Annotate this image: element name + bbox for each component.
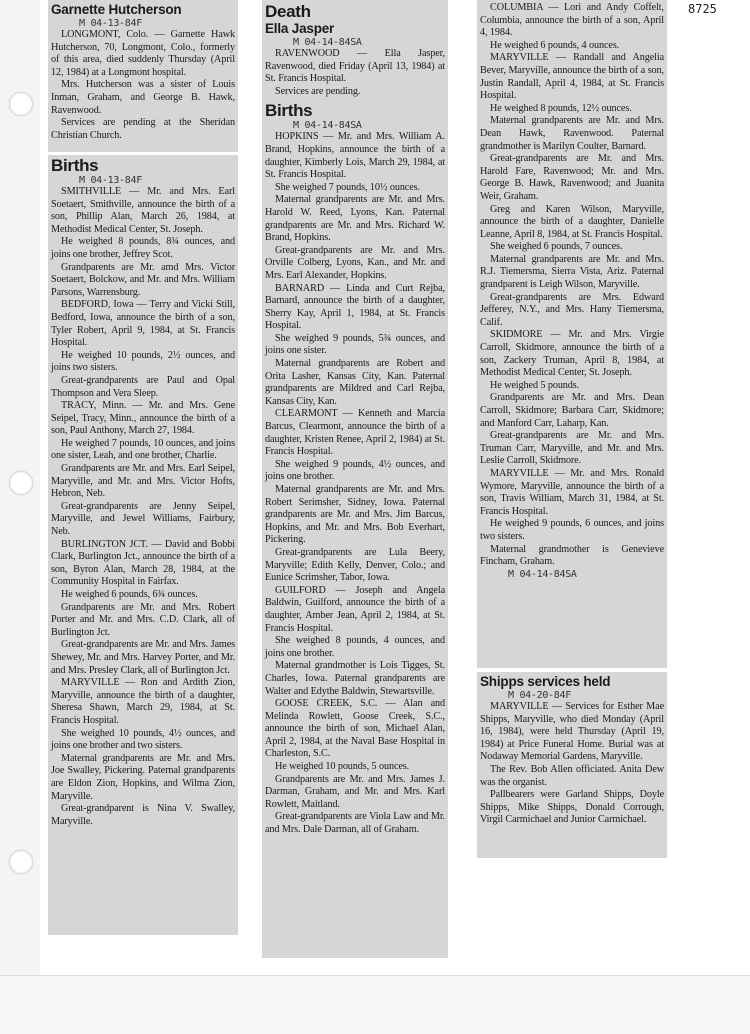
birth-announcement-paragraph: Great-grandparents are Paul and Opal Thompson and Vera Sleep.	[51, 374, 235, 399]
birth-announcement-paragraph: He weighed 10 pounds, 2½ ounces, and joins two sisters.	[51, 349, 235, 374]
birth-announcement-paragraph: TRACY, Minn. — Mr. and Mrs. Gene Seipel, Tracy, Minn., announce the birth of a son, Paul Anthony, March 27, 1984.	[51, 400, 235, 437]
birth-announcement-paragraph: He weighed 9 pounds, 6 ounces, and joins two sisters.	[480, 518, 664, 542]
services-paragraph: Pallbearers were Garland Shipps, Doyle Shipps, Mike Shipps, Donald Corrough, Virgil Carmichael and Junior Carmichael.	[480, 789, 664, 826]
handwritten-date-note: M 04-14-84SA	[293, 120, 362, 132]
obituary-paragraph: RAVENWOOD — Ella Jasper, Ravenwood, died Friday (April 13, 1984) at St. Francis Hospital.	[265, 48, 445, 85]
services-title: Shipps services held	[480, 674, 611, 689]
birth-announcement-paragraph: GUILFORD — Joseph and Angela Baldwin, Guilford, announce the birth of a daughter, Amber Jean, April 2, 1984, at St. Francis Hospital.	[265, 584, 445, 634]
obituary-title: Ella Jasper	[265, 21, 335, 36]
birth-announcement-paragraph: Great-grandparents are Mr. and Mrs. Truman Carr, Maryville, and Mr. and Mrs. Leslie Carroll, Skidmore.	[480, 430, 664, 467]
birth-announcement-paragraph: Great-grandparents are Lula Beery, Maryville; Edith Kelly, Denver, Colo.; and Eunice Scrimsher, Tabor, Iowa.	[265, 546, 445, 584]
birth-announcement-paragraph: Maternal grandparents are Mr. and Mrs. R.J. Tiemersma, Sierra Vista, Ariz. Paternal grandparent is Leigh Wilson, Maryville.	[480, 253, 664, 291]
birth-announcement-paragraph: Maternal grandparents are Mr. and Mrs. Joe Swalley, Pickering. Paternal grandparents are Eldon Zion, Hopkins, and Wilma Zion, Maryville.	[51, 752, 235, 802]
birth-announcement-paragraph: Maternal grandmother is Lois Tigges, St. Charles, Iowa. Paternal grandparents are Walter and Edythe Baldwin, Stewartsville.	[265, 660, 445, 697]
birth-announcement-paragraph: He weighed 6 pounds, 6¾ ounces.	[61, 589, 198, 600]
birth-announcement-paragraph: MARYVILLE — Ron and Ardith Zion, Maryville, announce the birth of a daughter, Sheresa Shawn, March 29, 1984, at St. Francis Hospital.	[51, 677, 235, 726]
birth-announcement-paragraph: CLEARMONT — Kenneth and Marcia Barcus, Clearmont, announce the birth of a daughter, Kristen Renee, April 2, 1984) at St. Francis Hospital.	[265, 408, 445, 458]
scan-bottom-margin	[0, 975, 750, 1034]
birth-announcement-paragraph: Great-grandparents are Mr. and Mrs. Orville Colberg, Lyons, Kan., and Mr. and Mrs. Earl Alexander, Hopkins.	[265, 244, 445, 281]
birth-announcement-paragraph: He weighed 8 pounds, 12½ ounces.	[490, 102, 632, 114]
birth-announcement-paragraph: She weighed 10 pounds, 4½ ounces, and joins one brother and two sisters.	[51, 727, 235, 752]
birth-announcement-paragraph: Maternal grandmother is Genevieve Fincham, Graham.	[480, 543, 664, 568]
birth-announcement-paragraph: Maternal grandparents are Mr. and Mrs. Dean Hawk, Ravenwood. Paternal grandmother is Marilyn Coulter, Barnard.	[480, 115, 664, 152]
services-paragraph: The Rev. Bob Allen officiated. Anita Dew was the organist.	[480, 763, 664, 788]
birth-announcement-paragraph: BURLINGTON JCT. — David and Bobbi Clark, Burlington Jct., announce the birth of a son, Byron Alan, March 28, 1984, at the Community Hospital in Fairfax.	[51, 538, 235, 588]
birth-announcement-paragraph: BEDFORD, Iowa — Terry and Vicki Still, Bedford, Iowa, announce the birth of a son, Tyler Robert, April 9, 1984, at St. Francis Hospital.	[51, 299, 235, 349]
birth-announcement-paragraph: She weighed 8 pounds, 4 ounces, and joins one brother.	[265, 635, 445, 659]
birth-announcement-paragraph: She weighed 9 pounds, 5¾ ounces, and joins one sister.	[265, 332, 445, 357]
births-clipping-col1	[48, 155, 238, 935]
page-number: 8725	[688, 2, 717, 16]
birth-announcement-paragraph: Maternal grandparents are Mr. and Mrs. Harold W. Reed, Lyons, Kan. Paternal grandparents are Mr. and Mrs. Richard W. Brand, Hopkins.	[265, 194, 445, 244]
birth-announcement-paragraph: He weighed 7 pounds, 10 ounces, and joins one sister, Leah, and one brother, Charlie.	[51, 437, 235, 462]
handwritten-date-note: M 04-13-84F	[79, 175, 142, 186]
birth-announcement-paragraph: Grandparents are Mr. amd Mrs. Victor Soetaert, Bolckow, and Mr. and Mrs. William Parsons, Warrensburg.	[51, 261, 235, 298]
birth-announcement-paragraph: Maternal grandparents are Robert and Orita Lasher, Kansas City, Kan. Paternal grandparents are Mildred and Carl Rejba, Kansas City, Kan.	[265, 358, 445, 407]
birth-announcement-paragraph: Grandparents are Mr. and Mrs. James J. Darman, Graham, and Mr. and Mrs. Karl Rowlett, Maitland.	[265, 773, 445, 810]
handwritten-date-note: M 04-14-84SA	[508, 568, 577, 580]
birth-announcement-paragraph: She weighed 6 pounds, 7 ounces.	[490, 241, 623, 253]
binder-hole-icon	[9, 850, 33, 874]
death-heading: Death	[265, 2, 311, 21]
binder-hole-icon	[9, 471, 33, 495]
obituary-paragraph: Services are pending.	[275, 85, 361, 97]
births-clipping-col3	[477, 0, 667, 668]
birth-announcement-paragraph: SMITHVILLE — Mr. and Mrs. Earl Soetaert, Smithville, announce the birth of a son, Phillip Alan, March 26, 1984, at Methodist Medical Center, St. Joseph.	[51, 186, 235, 235]
birth-announcement-paragraph: She weighed 7 pounds, 10½ ounces.	[275, 181, 420, 193]
birth-announcement-paragraph: Grandparents are Mr. and Mrs. Robert Porter and Mr. and Mrs. C.D. Clark, all of Burlington Jct.	[51, 601, 235, 638]
birth-announcement-paragraph: Great-grandparents are Mrs. Edward Jefferey, N.Y., and Mrs. Hany Tiemersma, Calif.	[480, 291, 664, 328]
obituary-title: Garnette Hutcherson	[51, 2, 182, 17]
births-heading: Births	[265, 101, 313, 121]
birth-announcement-paragraph: He weighed 5 pounds.	[490, 379, 580, 391]
birth-announcement-paragraph: Great-grandparents are Jenny Seipel, Maryville, and Jewel Williams, Fairbury, Neb.	[51, 500, 235, 538]
birth-announcement-paragraph: She weighed 9 pounds, 4½ ounces, and joins one brother.	[265, 458, 445, 483]
services-paragraph: MARYVILLE — Services for Esther Mae Shipps, Maryville, who died Monday (April 16, 1984), were held Thursday (April 19, 1984) at Price Funeral Home. Burial was at Nodaway Memorial Gardens, Maryville.	[480, 701, 664, 763]
birth-announcement-paragraph: SKIDMORE — Mr. and Mrs. Virgie Carroll, Skidmore, announce the birth of a son, Zackery Truman, April 8, 1984, at Methodist Medical Center, St. Joseph.	[480, 329, 664, 379]
birth-announcement-paragraph: MARYVILLE — Mr. and Mrs. Ronald Wymore, Maryville, announce the birth of a son, Travis William, March 31, 1984, at St. Francis Hospital.	[480, 467, 664, 517]
birth-announcement-paragraph: Great-grandparent is Nina V. Swalley, Maryville.	[51, 803, 235, 827]
birth-announcement-paragraph: Great-grandparents are Mr. and Mrs. James Shewey, Mr. and Mrs. Harvey Porter, and Mr. and Mrs. Presley Clark, all of Burlington Jct.	[51, 639, 235, 676]
handwritten-date-note: M 04-13-84F	[79, 18, 142, 29]
birth-announcement-paragraph: HOPKINS — Mr. and Mrs. William A. Brand, Hopkins, announce the birth of a daughter, Kimberly Lois, March 29, 1984, at St. Francis Hospital.	[265, 131, 445, 181]
birth-announcement-paragraph: MARYVILLE — Randall and Angelia Bever, Maryville, announce the birth of a son, Justin Randall, April 4, 1984, at St. Francis Hospital.	[480, 52, 664, 102]
obituary-paragraph: LONGMONT, Colo. — Garnette Hawk Hutcherson, 70, Longmont, Colo., formerly of this area, died suddenly Thursday (April 12, 1984) at a Longmont hospital.	[51, 29, 235, 78]
obituary-paragraph: Services are pending at the Sheridan Christian Church.	[51, 117, 235, 141]
handwritten-date-note: M 04-20-84F	[508, 690, 571, 701]
birth-announcement-paragraph: He weighed 10 pounds, 5 ounces.	[275, 761, 410, 773]
birth-announcement-paragraph: BARNARD — Linda and Curt Rejba, Barnard, announce the birth of a daughter, Sherry Kay, April 1, 1984, at St. Francis Hospital.	[265, 282, 445, 332]
birth-announcement-paragraph: Great-grandparents are Viola Law and Mr. and Mrs. Dale Darman, all of Graham.	[265, 811, 445, 836]
birth-announcement-paragraph: He weighed 8 pounds, 8¾ ounces, and joins one brother, Jeffrey Scot.	[51, 236, 235, 260]
death-and-births-clipping-col2	[262, 0, 448, 958]
birth-announcement-paragraph: Great-grandparents are Mr. and Mrs. Harold Fare, Ravenwood; Mr. and Mrs. George B. Hawk, Ravenwood; and Juanita Weir, Graham.	[480, 153, 664, 202]
obituary-paragraph: Mrs. Hutcherson was a sister of Louis Inman, Graham, and George B. Hawk, Ravenwood.	[51, 79, 235, 116]
obituary-clipping-hutcherson	[48, 0, 238, 152]
births-heading: Births	[51, 156, 99, 175]
birth-announcement-paragraph: Maternal grandparents are Mr. and Mrs. Robert Serimsher, Sidney, Iowa. Paternal grandparents are Mr. and Mrs. Jim Barcus, Hopkins, and Mr. and Mrs. Bob Everhart, Pickering.	[265, 484, 445, 546]
birth-announcement-paragraph: COLUMBIA — Lori and Andy Coffelt, Columbia, announce the birth of a son, April 4, 1984.	[480, 2, 664, 39]
binder-hole-icon	[9, 92, 33, 116]
birth-announcement-paragraph: Grandparents are Mr. and Mrs. Earl Seipel, Maryville, and Mr. and Mrs. Victor Hofts, Hebron, Neb.	[51, 463, 235, 500]
birth-announcement-paragraph: Greg and Karen Wilson, Maryville, announce the birth of a daughter, Danielle Leanne, April 8, 1984, at St. Francis Hospital.	[480, 203, 664, 240]
birth-announcement-paragraph: He weighed 6 pounds, 4 ounces.	[490, 39, 620, 51]
birth-announcement-paragraph: GOOSE CREEK, S.C. — Alan and Melinda Rowlett, Goose Creek, S.C., announce the birth of son, Michael Alan, April 2, 1984, at the Naval Base Hospital in Charleston, S.C.	[265, 698, 445, 760]
services-clipping-shipps	[477, 672, 667, 858]
birth-announcement-paragraph: Grandparents are Mr. and Mrs. Dean Carroll, Skidmore; Barbara Carr, Skidmore; and Manford Carr, Laharp, Kan.	[480, 392, 664, 429]
handwritten-date-note: M 04-14-84SA	[293, 37, 362, 48]
